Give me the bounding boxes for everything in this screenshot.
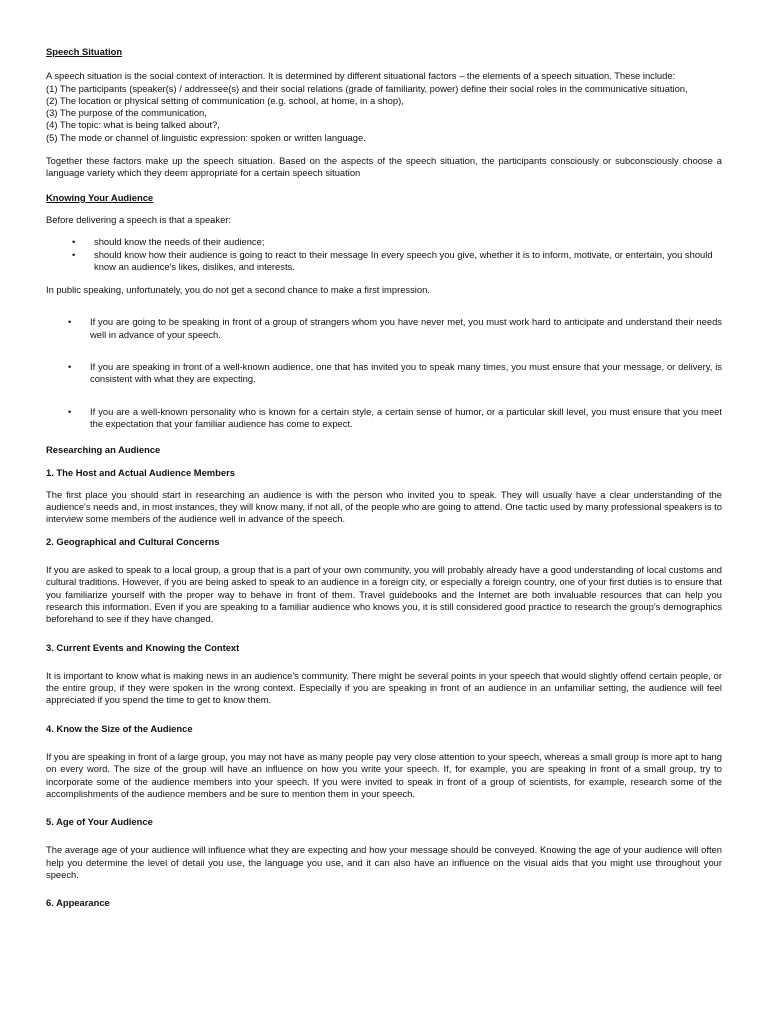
public-speaking-note: In public speaking, unfortunately, you do not get a second chance to make a first impression. bbox=[46, 284, 430, 296]
knowing-audience-intro: Before delivering a speech is that a speaker: bbox=[46, 213, 232, 225]
factor-3: (3) The purpose of the communication, bbox=[46, 107, 207, 119]
speech-situation-block bbox=[46, 70, 722, 144]
speech-situation-conclusion: Together these factors make up the speech situation. Based on the aspects of the speech situation, the participants consciously or subconsciously choose a language variety which they deem appropriate for a certain speech situation bbox=[46, 155, 722, 179]
section-6-title: 6. Appearance bbox=[46, 897, 110, 909]
audience-needs-list bbox=[46, 236, 722, 273]
knowing-audience-heading: Knowing Your Audience bbox=[46, 191, 154, 203]
list-item bbox=[46, 236, 722, 248]
bullet-icon: • bbox=[68, 361, 72, 373]
factor-4: (4) The topic: what is being talked about?, bbox=[46, 119, 220, 131]
list-item-text: If you are a well-known personality who is known for a certain style, a certain sense of humor, or a particular skill level, you must ensure that you meet the expectation that your familiar audience has come to expect. bbox=[90, 405, 722, 429]
list-item-text: If you are going to be speaking in front of a group of strangers whom you have never met, you must work hard to anticipate and understand their needs well in advance of your speech. bbox=[90, 316, 722, 340]
bullet-icon: • bbox=[68, 316, 72, 328]
section-1-title: 1. The Host and Actual Audience Members bbox=[46, 466, 235, 478]
section-2-title: 2. Geographical and Cultural Concerns bbox=[46, 535, 220, 547]
section-5-body: The average age of your audience will influence what they are expecting and how your message should be conveyed. Knowing the age of your audience will often help you determine the level of detail you use, the language you use, and it can also have an influence on the visual aids that you might use throughout your speech. bbox=[46, 844, 722, 881]
factor-1: (1) The participants (speaker(s) / addressee(s) and their social relations (grade of familiarity, power) define their social roles in the communicative situation, bbox=[46, 82, 688, 94]
bullet-icon: • bbox=[72, 236, 76, 248]
speech-situation-heading: Speech Situation bbox=[46, 46, 123, 57]
list-item bbox=[46, 406, 722, 431]
bullet-icon: • bbox=[72, 248, 76, 260]
section-5-title: 5. Age of Your Audience bbox=[46, 816, 153, 828]
list-item-text: should know how their audience is going to react to their message In every speech you give, whether it is to inform, motivate, or entertain, you should know an audience's likes, dislikes, and interests. bbox=[94, 248, 713, 272]
document-body bbox=[46, 46, 722, 910]
audience-scenarios-list bbox=[46, 316, 722, 430]
section-2-body: If you are asked to speak to a local group, a group that is a part of your own community, you will probably already have a good understanding of local customs and cultural traditions. However, if you are being asked to speak to an audience in a foreign city, or especially a foreign country, one of your first duties is to ensure that you familiarize yourself with the proper way to behave in front of them. Travel guidebooks and the Internet are both invaluable resources that can help you research this information. Even if you are speaking to a familiar audience who knows you, it is still considered good practice to research the group's demographics beforehand to see if they have changed. bbox=[46, 564, 722, 625]
list-item-text: should know the needs of their audience; bbox=[94, 236, 265, 248]
list-item-text: If you are speaking in front of a well-known audience, one that has invited you to speak many times, you must ensure that your message, or delivery, is consistent with what they are expecting. bbox=[90, 361, 722, 385]
speech-situation-intro: A speech situation is the social context of interaction. It is determined by different situational factors – the elements of a speech situation. These include: bbox=[46, 70, 676, 82]
section-1-body: The first place you should start in researching an audience is with the person who invited you to speak. They will usually have a clear understanding of the audience's needs and, in most instances, they will know many, if not all, of the people who are going to attend. One tactic used by many professional speakers is to interview some members of the audience well in advance of the speech. bbox=[46, 488, 722, 525]
list-item bbox=[46, 316, 722, 341]
section-3-title: 3. Current Events and Knowing the Context bbox=[46, 641, 240, 653]
section-4-title: 4. Know the Size of the Audience bbox=[46, 722, 193, 734]
bullet-icon: • bbox=[68, 405, 72, 417]
section-3-body: It is important to know what is making news in an audience's community. There might be several points in your speech that would slightly offend certain people, or the entire group, if they were spoken in the wrong context. Especially if you are speaking in front of an audience in an unfamiliar setting, the audience will feel appreciated if you spend the time to get to know them. bbox=[46, 669, 722, 706]
list-item bbox=[46, 249, 722, 274]
factor-5: (5) The mode or channel of linguistic expression: spoken or written language. bbox=[46, 131, 366, 143]
researching-heading: Researching an Audience bbox=[46, 444, 161, 456]
factor-2: (2) The location or physical setting of communication (e.g. school, at home, in a shop), bbox=[46, 94, 404, 106]
list-item bbox=[46, 361, 722, 386]
section-4-body: If you are speaking in front of a large group, you may not have as many people pay very close attention to your speech, whereas a small group is more apt to hang on every word. The size of the group will have an influence on how you write your speech. If, for example, you are speaking in front of a small group, try to incorporate some of the audience members into your speech. If you were invited to speak in front of a group of scientists, for example, research some of the accomplishments of the audience members and be sure to mention them in your speech. bbox=[46, 750, 722, 799]
